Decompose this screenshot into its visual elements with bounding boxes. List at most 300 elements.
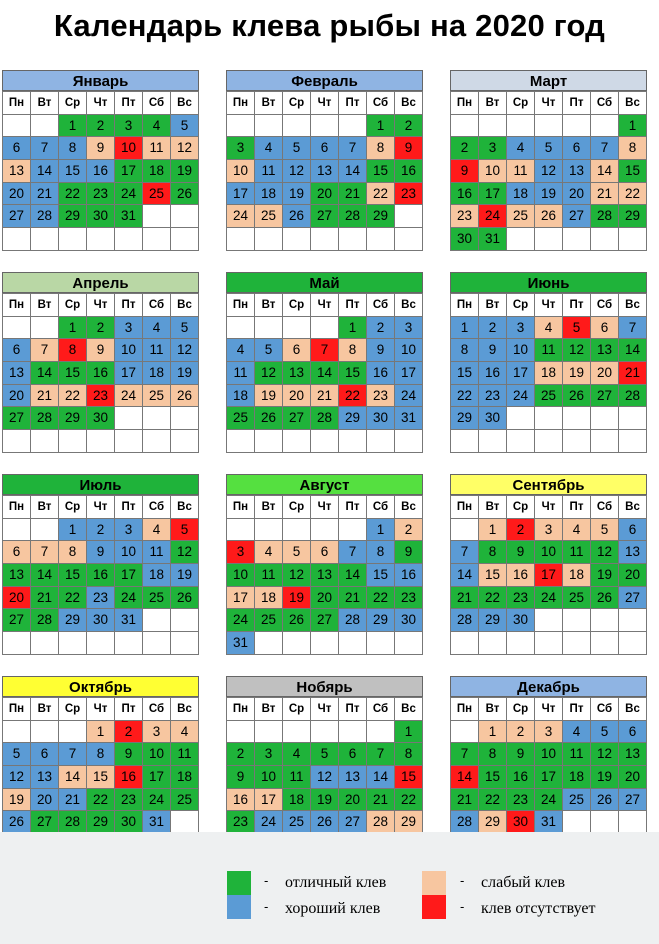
empty-cell: [563, 430, 591, 453]
day-cell: 22: [479, 587, 507, 610]
weekday-header: Чт: [535, 698, 563, 721]
day-cell: 20: [591, 362, 619, 385]
empty-cell: [87, 430, 115, 453]
weekday-header: Сб: [143, 496, 171, 519]
legend-swatch-excellent: [227, 871, 251, 895]
day-cell: 20: [3, 587, 31, 610]
weekday-header: Пт: [563, 92, 591, 115]
empty-cell: [591, 407, 619, 430]
day-cell: 3: [115, 317, 143, 340]
empty-cell: [367, 228, 395, 251]
day-cell: 11: [563, 743, 591, 766]
day-cell: 11: [563, 541, 591, 564]
empty-cell: [619, 632, 647, 655]
day-cell: 16: [367, 362, 395, 385]
day-cell: 5: [535, 137, 563, 160]
day-cell: 13: [339, 766, 367, 789]
day-cell: 2: [227, 743, 255, 766]
empty-cell: [367, 721, 395, 744]
day-cell: 28: [59, 811, 87, 834]
weekday-header: Вс: [619, 294, 647, 317]
day-cell: 10: [535, 743, 563, 766]
day-cell: 30: [115, 811, 143, 834]
legend-dash: -: [264, 899, 269, 914]
day-cell: 19: [171, 564, 199, 587]
month-block: [2, 676, 199, 857]
month-days-grid: [450, 293, 647, 453]
empty-cell: [311, 228, 339, 251]
day-cell: 23: [451, 205, 479, 228]
empty-cell: [311, 721, 339, 744]
empty-cell: [3, 115, 31, 138]
day-cell: 6: [311, 541, 339, 564]
day-cell: 26: [171, 587, 199, 610]
month-days-grid: [450, 91, 647, 251]
day-cell: 24: [115, 587, 143, 610]
empty-cell: [143, 407, 171, 430]
weekday-header: Пт: [563, 698, 591, 721]
empty-cell: [87, 228, 115, 251]
day-cell: 4: [535, 317, 563, 340]
weekday-header: Ср: [59, 294, 87, 317]
day-cell: 24: [479, 205, 507, 228]
empty-cell: [619, 811, 647, 834]
day-cell: 2: [479, 317, 507, 340]
day-cell: 25: [143, 385, 171, 408]
day-cell: 11: [227, 362, 255, 385]
day-cell: 12: [591, 541, 619, 564]
empty-cell: [227, 228, 255, 251]
day-cell: 30: [87, 609, 115, 632]
day-cell: 31: [395, 407, 423, 430]
weekday-header: Пт: [339, 294, 367, 317]
weekday-header: Чт: [87, 496, 115, 519]
empty-cell: [3, 632, 31, 655]
weekday-header: Чт: [535, 496, 563, 519]
day-cell: 15: [395, 766, 423, 789]
day-cell: 26: [255, 407, 283, 430]
day-cell: 17: [255, 789, 283, 812]
day-cell: 1: [367, 519, 395, 542]
day-cell: 22: [367, 587, 395, 610]
day-cell: 29: [479, 811, 507, 834]
day-cell: 9: [115, 743, 143, 766]
empty-cell: [591, 115, 619, 138]
day-cell: 12: [171, 339, 199, 362]
day-cell: 16: [87, 564, 115, 587]
month-name: Октябрь: [2, 676, 199, 697]
empty-cell: [171, 609, 199, 632]
empty-cell: [171, 632, 199, 655]
day-cell: 24: [535, 587, 563, 610]
day-cell: 6: [563, 137, 591, 160]
day-cell: 29: [339, 407, 367, 430]
weekday-header: Пн: [451, 496, 479, 519]
weekday-header: Сб: [143, 92, 171, 115]
day-cell: 10: [255, 766, 283, 789]
day-cell: 18: [535, 362, 563, 385]
legend-swatch-none: [422, 895, 446, 919]
empty-cell: [31, 519, 59, 542]
day-cell: 23: [507, 789, 535, 812]
empty-cell: [31, 632, 59, 655]
day-cell: 29: [619, 205, 647, 228]
day-cell: 5: [283, 137, 311, 160]
empty-cell: [255, 519, 283, 542]
day-cell: 20: [563, 183, 591, 206]
weekday-header: Чт: [311, 698, 339, 721]
day-cell: 12: [283, 160, 311, 183]
day-cell: 1: [479, 519, 507, 542]
empty-cell: [143, 609, 171, 632]
empty-cell: [255, 721, 283, 744]
day-cell: 25: [563, 587, 591, 610]
empty-cell: [619, 430, 647, 453]
weekday-header: Вс: [171, 698, 199, 721]
empty-cell: [311, 632, 339, 655]
day-cell: 28: [591, 205, 619, 228]
weekday-header: Вс: [171, 496, 199, 519]
day-cell: 6: [3, 137, 31, 160]
day-cell: 27: [3, 205, 31, 228]
weekday-header: Пн: [227, 496, 255, 519]
day-cell: 28: [619, 385, 647, 408]
weekday-header: Чт: [311, 294, 339, 317]
empty-cell: [143, 632, 171, 655]
day-cell: 18: [563, 564, 591, 587]
day-cell: 26: [563, 385, 591, 408]
day-cell: 1: [451, 317, 479, 340]
day-cell: 14: [31, 160, 59, 183]
legend: [0, 832, 659, 944]
day-cell: 27: [339, 811, 367, 834]
weekday-header: Вс: [171, 294, 199, 317]
day-cell: 16: [395, 160, 423, 183]
day-cell: 9: [87, 339, 115, 362]
day-cell: 11: [143, 541, 171, 564]
day-cell: 18: [171, 766, 199, 789]
day-cell: 6: [619, 519, 647, 542]
weekday-header: Ср: [507, 496, 535, 519]
day-cell: 4: [143, 519, 171, 542]
empty-cell: [535, 228, 563, 251]
month-block: [2, 474, 199, 655]
day-cell: 25: [283, 811, 311, 834]
weekday-header: Сб: [591, 294, 619, 317]
day-cell: 22: [451, 385, 479, 408]
day-cell: 4: [171, 721, 199, 744]
day-cell: 28: [311, 407, 339, 430]
day-cell: 30: [479, 407, 507, 430]
day-cell: 22: [59, 587, 87, 610]
day-cell: 21: [451, 789, 479, 812]
empty-cell: [3, 228, 31, 251]
day-cell: 20: [311, 183, 339, 206]
empty-cell: [507, 407, 535, 430]
empty-cell: [339, 721, 367, 744]
weekday-header: Пн: [451, 294, 479, 317]
day-cell: 25: [255, 205, 283, 228]
day-cell: 3: [115, 519, 143, 542]
day-cell: 7: [339, 137, 367, 160]
day-cell: 4: [563, 519, 591, 542]
empty-cell: [283, 228, 311, 251]
day-cell: 19: [283, 183, 311, 206]
empty-cell: [115, 407, 143, 430]
empty-cell: [563, 115, 591, 138]
month-block: [450, 676, 647, 857]
day-cell: 6: [311, 137, 339, 160]
day-cell: 7: [367, 743, 395, 766]
day-cell: 21: [591, 183, 619, 206]
day-cell: 10: [227, 564, 255, 587]
day-cell: 21: [367, 789, 395, 812]
weekday-header: Сб: [367, 294, 395, 317]
day-cell: 15: [339, 362, 367, 385]
day-cell: 7: [31, 541, 59, 564]
weekday-header: Вс: [171, 92, 199, 115]
day-cell: 11: [171, 743, 199, 766]
day-cell: 29: [87, 811, 115, 834]
empty-cell: [255, 228, 283, 251]
page-title: Календарь клева рыбы на 2020 год: [53, 8, 606, 43]
empty-cell: [255, 632, 283, 655]
day-cell: 18: [227, 385, 255, 408]
weekday-header: Пт: [339, 698, 367, 721]
empty-cell: [535, 632, 563, 655]
day-cell: 12: [283, 564, 311, 587]
day-cell: 28: [451, 811, 479, 834]
day-cell: 8: [59, 137, 87, 160]
day-cell: 6: [3, 339, 31, 362]
legend-label-none: клев отсутствует: [481, 900, 596, 917]
day-cell: 29: [451, 407, 479, 430]
weekday-header: Ср: [59, 92, 87, 115]
day-cell: 3: [227, 137, 255, 160]
legend-label-weak: слабый клев: [481, 874, 566, 891]
weekday-header: Вс: [395, 496, 423, 519]
legend-label-excellent: отличный клев: [285, 874, 387, 891]
day-cell: 23: [87, 587, 115, 610]
day-cell: 19: [591, 564, 619, 587]
day-cell: 27: [591, 385, 619, 408]
day-cell: 23: [87, 385, 115, 408]
weekday-header: Вт: [31, 294, 59, 317]
empty-cell: [227, 115, 255, 138]
day-cell: 23: [479, 385, 507, 408]
empty-cell: [563, 632, 591, 655]
month-block: [450, 272, 647, 453]
weekday-header: Ср: [283, 698, 311, 721]
day-cell: 27: [283, 407, 311, 430]
day-cell: 3: [507, 317, 535, 340]
empty-cell: [451, 519, 479, 542]
empty-cell: [283, 519, 311, 542]
day-cell: 14: [591, 160, 619, 183]
weekday-header: Ср: [507, 294, 535, 317]
weekday-header: Пн: [227, 294, 255, 317]
day-cell: 21: [59, 789, 87, 812]
empty-cell: [395, 228, 423, 251]
empty-cell: [283, 632, 311, 655]
day-cell: 30: [395, 609, 423, 632]
day-cell: 10: [115, 541, 143, 564]
day-cell: 16: [395, 564, 423, 587]
day-cell: 10: [479, 160, 507, 183]
empty-cell: [115, 632, 143, 655]
day-cell: 16: [507, 564, 535, 587]
day-cell: 13: [591, 339, 619, 362]
day-cell: 14: [31, 362, 59, 385]
empty-cell: [395, 632, 423, 655]
day-cell: 26: [311, 811, 339, 834]
weekday-header: Пн: [451, 698, 479, 721]
day-cell: 21: [339, 183, 367, 206]
empty-cell: [59, 228, 87, 251]
day-cell: 25: [143, 587, 171, 610]
day-cell: 10: [535, 541, 563, 564]
empty-cell: [451, 721, 479, 744]
weekday-header: Пн: [3, 496, 31, 519]
day-cell: 8: [59, 541, 87, 564]
day-cell: 17: [115, 564, 143, 587]
month-block: [226, 676, 423, 857]
empty-cell: [3, 430, 31, 453]
day-cell: 8: [367, 541, 395, 564]
day-cell: 1: [59, 115, 87, 138]
day-cell: 16: [451, 183, 479, 206]
day-cell: 15: [619, 160, 647, 183]
day-cell: 3: [395, 317, 423, 340]
day-cell: 31: [479, 228, 507, 251]
day-cell: 26: [535, 205, 563, 228]
day-cell: 13: [283, 362, 311, 385]
month-name: Декабрь: [450, 676, 647, 697]
day-cell: 2: [87, 115, 115, 138]
day-cell: 8: [479, 743, 507, 766]
day-cell: 1: [619, 115, 647, 138]
day-cell: 5: [591, 519, 619, 542]
month-block: [450, 70, 647, 251]
empty-cell: [367, 430, 395, 453]
empty-cell: [339, 519, 367, 542]
day-cell: 14: [339, 564, 367, 587]
day-cell: 17: [115, 362, 143, 385]
empty-cell: [339, 228, 367, 251]
day-cell: 14: [451, 564, 479, 587]
empty-cell: [283, 317, 311, 340]
empty-cell: [451, 115, 479, 138]
day-cell: 19: [283, 587, 311, 610]
day-cell: 4: [255, 137, 283, 160]
day-cell: 24: [115, 385, 143, 408]
day-cell: 19: [171, 362, 199, 385]
day-cell: 9: [395, 541, 423, 564]
weekday-header: Пн: [3, 698, 31, 721]
weekday-header: Пн: [227, 92, 255, 115]
empty-cell: [395, 205, 423, 228]
day-cell: 30: [87, 407, 115, 430]
month-name: Июль: [2, 474, 199, 495]
weekday-header: Пт: [563, 496, 591, 519]
month-name: Май: [226, 272, 423, 293]
weekday-header: Пт: [563, 294, 591, 317]
day-cell: 8: [619, 137, 647, 160]
empty-cell: [479, 632, 507, 655]
day-cell: 4: [563, 721, 591, 744]
empty-cell: [311, 430, 339, 453]
day-cell: 30: [507, 811, 535, 834]
empty-cell: [591, 430, 619, 453]
empty-cell: [507, 115, 535, 138]
empty-cell: [563, 811, 591, 834]
weekday-header: Вт: [479, 92, 507, 115]
day-cell: 12: [255, 362, 283, 385]
day-cell: 17: [507, 362, 535, 385]
empty-cell: [479, 115, 507, 138]
day-cell: 3: [479, 137, 507, 160]
day-cell: 15: [59, 160, 87, 183]
day-cell: 19: [535, 183, 563, 206]
day-cell: 30: [367, 407, 395, 430]
day-cell: 4: [227, 339, 255, 362]
day-cell: 28: [31, 407, 59, 430]
day-cell: 19: [255, 385, 283, 408]
day-cell: 26: [283, 205, 311, 228]
day-cell: 24: [143, 789, 171, 812]
empty-cell: [563, 609, 591, 632]
empty-cell: [59, 632, 87, 655]
day-cell: 2: [395, 519, 423, 542]
month-block: [450, 474, 647, 655]
day-cell: 7: [31, 137, 59, 160]
day-cell: 5: [591, 721, 619, 744]
month-days-grid: [226, 91, 423, 251]
empty-cell: [143, 228, 171, 251]
month-name: Апрель: [2, 272, 199, 293]
empty-cell: [535, 407, 563, 430]
day-cell: 11: [255, 160, 283, 183]
weekday-header: Чт: [87, 698, 115, 721]
day-cell: 29: [367, 205, 395, 228]
day-cell: 12: [3, 766, 31, 789]
empty-cell: [31, 430, 59, 453]
empty-cell: [535, 609, 563, 632]
day-cell: 20: [31, 789, 59, 812]
day-cell: 23: [115, 789, 143, 812]
month-name: Август: [226, 474, 423, 495]
weekday-header: Вт: [255, 496, 283, 519]
empty-cell: [339, 632, 367, 655]
day-cell: 11: [255, 564, 283, 587]
day-cell: 24: [535, 789, 563, 812]
month-days-grid: [2, 91, 199, 251]
legend-dash: -: [264, 873, 269, 888]
empty-cell: [507, 228, 535, 251]
day-cell: 20: [339, 789, 367, 812]
month-name: Февраль: [226, 70, 423, 91]
empty-cell: [507, 430, 535, 453]
day-cell: 22: [619, 183, 647, 206]
month-name: Июнь: [450, 272, 647, 293]
day-cell: 19: [311, 789, 339, 812]
day-cell: 23: [87, 183, 115, 206]
day-cell: 22: [479, 789, 507, 812]
month-days-grid: [2, 293, 199, 453]
day-cell: 19: [3, 789, 31, 812]
day-cell: 3: [535, 721, 563, 744]
day-cell: 18: [143, 362, 171, 385]
